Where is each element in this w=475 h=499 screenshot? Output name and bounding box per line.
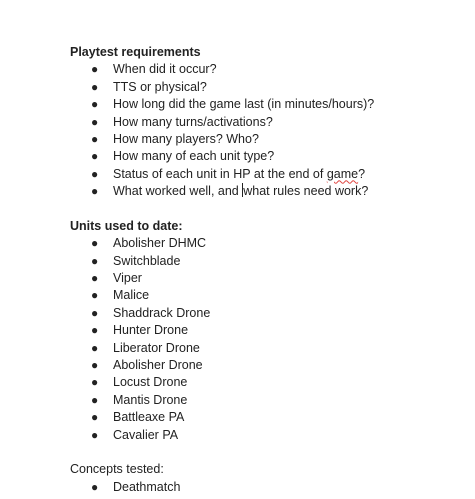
list-item xyxy=(70,166,470,183)
bullet-icon: ● xyxy=(91,392,99,407)
list-item xyxy=(70,427,470,444)
list-item-text: How many turns/activations? xyxy=(113,114,273,129)
bullet-icon: ● xyxy=(91,184,99,199)
list-item-text: Abolisher Drone xyxy=(113,358,203,373)
document-body[interactable] xyxy=(70,44,470,496)
bullet-icon: ● xyxy=(91,427,99,442)
bullet-icon: ● xyxy=(91,236,99,251)
list-item-text: Shaddrack Drone xyxy=(113,305,211,320)
bullet-icon: ● xyxy=(91,166,99,181)
list-item-text: Malice xyxy=(113,288,150,303)
bullet-icon: ● xyxy=(91,149,99,164)
list-item xyxy=(70,409,470,426)
list-item xyxy=(70,61,470,78)
bullet-icon: ● xyxy=(91,340,99,355)
list-item xyxy=(70,357,470,374)
list-item-text: What worked well, and xyxy=(113,184,243,199)
list-item-text: Mantis Drone xyxy=(113,392,188,407)
bullet-icon: ● xyxy=(91,410,99,425)
list-item xyxy=(70,148,470,165)
list-item-text: Hunter Drone xyxy=(113,323,189,338)
bullet-icon: ● xyxy=(91,288,99,303)
list-item-text: Locust Drone xyxy=(113,375,188,390)
list-item xyxy=(70,96,470,113)
playtest-requirements-list xyxy=(70,61,470,200)
list-item-text: Abolisher DHMC xyxy=(113,236,207,251)
list-item xyxy=(70,479,470,496)
playtest-requirements-heading: Playtest requirements xyxy=(70,45,201,59)
spellcheck-flagged-word[interactable]: game xyxy=(326,166,359,181)
list-item-text: Switchblade xyxy=(113,253,181,268)
bullet-icon: ● xyxy=(91,253,99,268)
list-item-text: How many of each unit type? xyxy=(113,149,275,164)
list-item xyxy=(70,253,470,270)
bullet-icon: ● xyxy=(91,323,99,338)
bullet-icon: ● xyxy=(91,305,99,320)
bullet-icon: ● xyxy=(91,479,99,494)
list-item xyxy=(70,235,470,252)
list-item xyxy=(70,287,470,304)
units-list xyxy=(70,235,470,444)
bullet-icon: ● xyxy=(91,114,99,129)
list-item-text: How many players? Who? xyxy=(113,131,259,146)
list-item xyxy=(70,131,470,148)
blank-line xyxy=(70,201,470,218)
list-item xyxy=(70,79,470,96)
list-item xyxy=(70,322,470,339)
concepts-tested-heading: Concepts tested: xyxy=(70,462,164,477)
list-item-text: When did it occur? xyxy=(113,62,217,77)
list-item xyxy=(70,270,470,287)
list-item-text: TTS or physical? xyxy=(113,79,207,94)
concepts-list xyxy=(70,479,470,496)
units-used-heading: Units used to date: xyxy=(70,218,183,233)
bullet-icon: ● xyxy=(91,131,99,146)
blank-line xyxy=(70,444,470,461)
list-item xyxy=(70,183,470,200)
list-item-text: Status of each unit in HP at the end of xyxy=(113,166,327,181)
list-item-text: what rules need work? xyxy=(243,184,369,199)
bullet-icon: ● xyxy=(91,79,99,94)
list-item xyxy=(70,305,470,322)
list-item-text: Cavalier PA xyxy=(113,427,179,442)
list-item-text: Deathmatch xyxy=(113,479,181,494)
list-item xyxy=(70,374,470,391)
bullet-icon: ● xyxy=(91,62,99,77)
list-item-text: Viper xyxy=(113,271,142,286)
bullet-icon: ● xyxy=(91,358,99,373)
list-item-text: How long did the game last (in minutes/hours)? xyxy=(113,97,375,112)
list-item-text: Liberator Drone xyxy=(113,340,200,355)
list-item xyxy=(70,114,470,131)
list-item-text: Battleaxe PA xyxy=(113,410,185,425)
bullet-icon: ● xyxy=(91,375,99,390)
list-item-text: ? xyxy=(358,166,366,181)
bullet-icon: ● xyxy=(91,97,99,112)
list-item xyxy=(70,392,470,409)
bullet-icon: ● xyxy=(91,271,99,286)
list-item xyxy=(70,340,470,357)
